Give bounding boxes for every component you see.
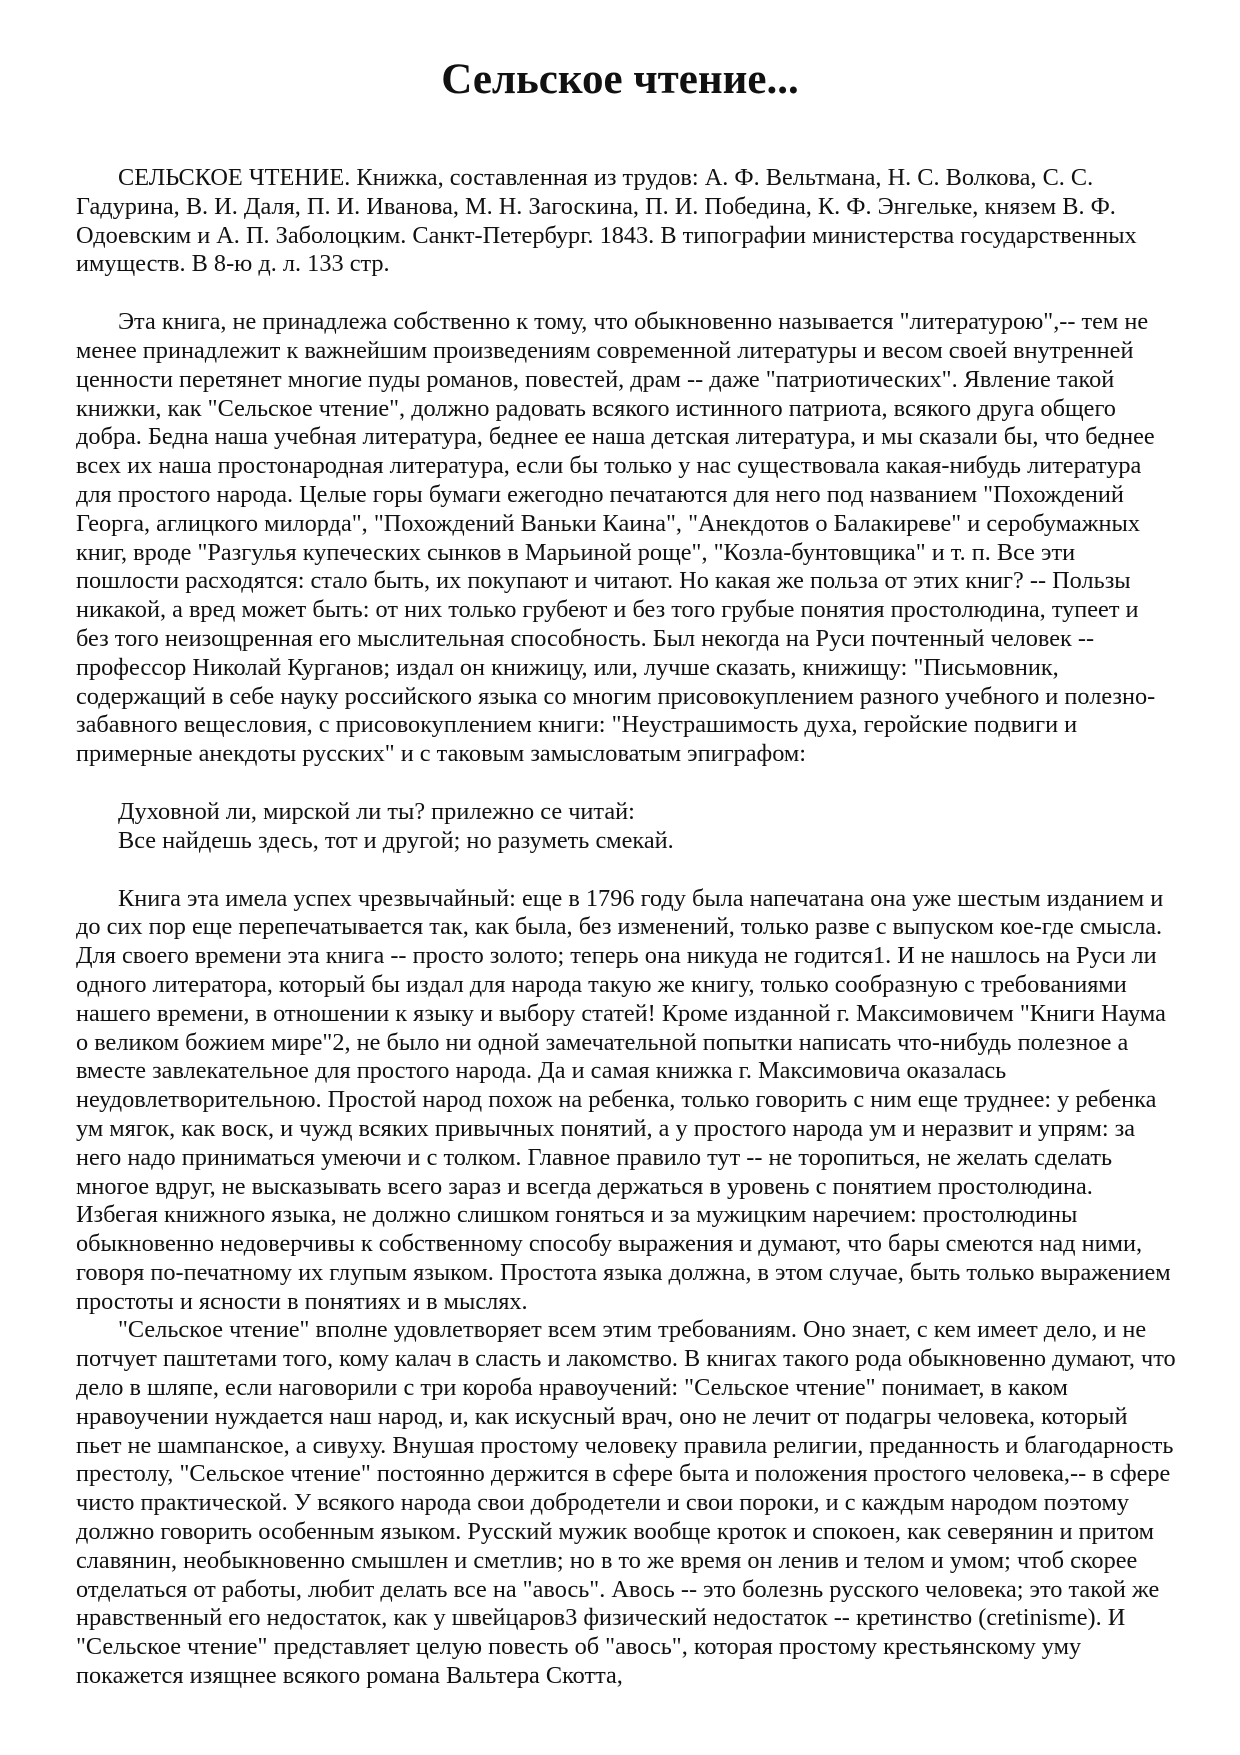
paragraph-intro: Эта книга, не принадлежа собственно к тому, что обыкновенно называется "литературою",-- тем не менее принадлежит к важнейшим произведениям современной литературы и весом своей внутренней ценности перетянет многие пуды романов, повестей, драм -- даже "патриотических". Явление такой книжки, как "Сельское чтение", должно радовать всякого истинного патриота, всякого друга общего добра. Бедна наша учебная литература, беднее ее наша детская литература, и мы сказали бы, что беднее всех их наша простонародная литература, если бы только у нас существовала какая-нибудь литература для простого народа. Целые горы бумаги ежегодно печатаются для него под названием "Похождений Георга, аглицкого милорда", "Похождений Ваньки Каина", "Анекдотов о Балакиреве" и серобумажных книг, вроде "Разгулья купеческих сынков в Марьиной роще", "Козла-бунтовщика" и т. п. Все эти пошлости расходятся: стало быть, их покупают и читают. Но какая же польза от этих книг? -- Пользы никакой, а вред может быть: от них только грубеют и без того грубые понятия простолюдина, тупеет и без того неизощренная его мыслительная способность. Был некогда на Руси почтенный человек -- профессор Николай Курганов; издал он книжицу, или, лучше сказать, книжищу: "Письмовник, содержащий в себе науку российского языка со многим присовокуплением разного учебного и полезно-забавного вещесловия, с присовокуплением книги: "Неустрашимость духа, геройские подвиги и примерные анекдоты русских" и с таковым замысловатым эпиграфом:	[76, 308, 1156, 768]
verse-line: Духовной ли, мирской ли ты? прилежно се читай:	[118, 797, 635, 825]
verse-line: Все найдешь здесь, тот и другой; но разуметь смекай.	[118, 826, 674, 854]
epigraph-verse	[118, 798, 1176, 856]
paragraph-bibliography: СЕЛЬСКОЕ ЧТЕНИЕ. Книжка, составленная из трудов: А. Ф. Вельтмана, Н. С. Волкова, С. С. Гадурина, В. И. Даля, П. И. Иванова, М. Н. Загоскина, П. И. Победина, К. Ф. Энгельке, князем В. Ф. Одоевским и А. П. Заболоцким. Санкт-Петербург. 1843. В типографии министерства государственных имуществ. В 8-ю д. л. 133 стр.	[76, 164, 1137, 278]
page-title: Сельское чтение...	[441, 56, 799, 103]
paragraph-success: Книга эта имела успех чрезвычайный: еще в 1796 году была напечатана она уже шестым изданием и до сих пор еще перепечатывается так, как была, без изменений, только разве с выпуском кое-где смысла. Для своего времени эта книга -- просто золото; теперь она никуда не годится1. И не нашлось на Руси ли одного литератора, который бы издал для народа такую же книгу, только сообразную с требованиями нашего времени, в отношении к языку и выбору статей! Кроме изданной г. Максимовичем "Книги Наума о великом божием мире"2, не было ни одной замечательной попытки написать что-нибудь полезное а вместе завлекательное для простого народа. Да и самая книжка г. Максимовича оказалась неудовлетворительною. Простой народ похож на ребенка, только говорить с ним еще труднее: у ребенка ум мягок, как воск, и чужд всяких привычных понятий, а у простого народа ум и неразвит и упрям: за него надо приниматься умеючи и с толком. Главное правило тут -- не торопиться, не желать сделать многое вдруг, не высказывать всего зараз и всегда держаться в уровень с понятием простолюдина. Избегая книжного языка, не должно слишком гоняться и за мужицким наречием: простолюдины обыкновенно недоверчивы к собственному способу выражения и думают, что бары смеются над ними, говоря по-печатному их глупым языком. Простота языка должна, в этом случае, быть только выражением простоты и ясности в понятиях и в мыслях.	[76, 884, 1171, 1315]
document-body	[76, 164, 1176, 1691]
paragraph-requirements: "Сельское чтение" вполне удовлетворяет всем этим требованиям. Оно знает, с кем имеет дело, и не потчует паштетами того, кому калач в сласть и лакомство. В книгах такого рода обыкновенно думают, что дело в шляпе, если наговорили с три короба нравоучений: "Сельское чтение" понимает, в каком нравоучении нуждается наш народ, и, как искусный врач, оно не лечит от подагры человека, который пьет не шампанское, а сивуху. Внушая простому человеку правила религии, преданность и благодарность престолу, "Сельское чтение" постоянно держится в сфере быта и положения простого человека,-- в сфере чисто практической. У всякого народа свои добродетели и свои пороки, и с каждым народом поэтому должно говорить особенным языком. Русский мужик вообще кроток и спокоен, как северянин и притом славянин, необыкновенно смышлен и сметлив; но в то же время он ленив и телом и умом; чтоб скорее отделаться от работы, любит делать все на "авось". Авось -- это болезнь русского человека; это такой же нравственный его недостаток, как у швейцаров3 физический недостаток -- кретинство (cretinisme). И "Сельское чтение" представляет целую повесть об "авось", которая простому крестьянскому уму покажется изящнее всякого романа Вальтера Скотта,	[76, 1316, 1176, 1690]
